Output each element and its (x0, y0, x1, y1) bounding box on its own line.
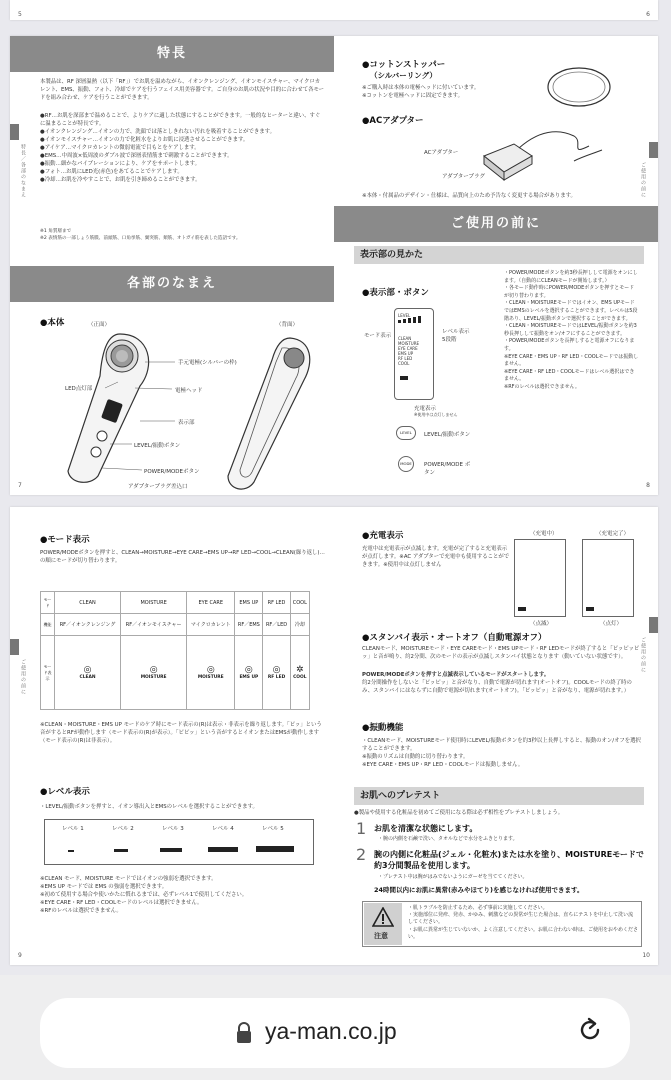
list-item: ●EMS…中周波×低周波のダブル波で深層表情筋まで刺激することができます。 (40, 153, 233, 159)
icon-cell (121, 636, 187, 710)
charging-label: （充電中） (530, 531, 558, 537)
adapter-label: ACアダプター (424, 150, 459, 156)
list-item: ・POWER/MODEボタンを長押しすると電源オフになります。 (504, 338, 635, 352)
level-1-bars (68, 850, 74, 852)
icon-cell (55, 636, 121, 710)
footnote: ※2 表情筋の一部しょう筋膜、前頭筋、口角挙筋、翼突筋、頬筋、オトガイ筋を表した造語です。 (40, 236, 241, 241)
part-label: POWER/MODEボタン (144, 469, 200, 475)
level-4-bars (208, 847, 238, 852)
level-2-bars (114, 849, 128, 852)
note: ※EYE CARE・EMS UP・RF LED・COOLモードは振動しません。 (362, 762, 524, 768)
charge-indicator (586, 607, 594, 611)
standby-heading: ●スタンバイ表示・オートオフ（自動電源オフ） (362, 633, 547, 643)
display-heading: ●表示部・ボタン (362, 288, 429, 298)
spread-pages-7-8 (10, 36, 658, 495)
part-label: 手元電極(シルバーの枠) (178, 360, 237, 366)
function-cell: RF／EMS (235, 614, 263, 636)
level-bar (408, 318, 411, 323)
blink-label: （点滅） (530, 621, 553, 627)
body-heading: ●本体 (40, 318, 65, 328)
warning-icon (372, 907, 394, 927)
list-item: ●イオンクレンジング…イオンの力で、洗顔では落としきれない汚れを吸着することができます。 (40, 129, 276, 135)
lock-icon (235, 1021, 253, 1045)
subsection-display: 表示部の見かた (354, 246, 644, 264)
list-item: ・POWER/MODEボタンを約3秒長押しして電源をオンにします。（自動的にCLEANモードが開始します。） (504, 270, 638, 284)
section-band-features: 特長 (10, 36, 334, 72)
charge-small-note: ※使用中は点灯しません (414, 412, 458, 417)
level-bar (403, 319, 406, 323)
ac-adapter-illustration (474, 116, 614, 186)
side-label: ご使用の前に (640, 162, 646, 198)
mode-cell: CLEAN (55, 592, 121, 614)
stopper-heading: ●コットンストッパー (362, 60, 446, 70)
snowflake-icon: ✲ (296, 665, 304, 675)
page-9 (10, 507, 334, 965)
level-label: レベル 5 (262, 826, 284, 832)
side-label: ご使用の前に (20, 659, 26, 695)
note: ※RFのレベルは選択できません。 (40, 908, 122, 914)
level-heading: ●レベル表示 (40, 787, 90, 797)
function-cell: RF／イオンクレンジング (55, 614, 121, 636)
page-8 (334, 36, 658, 495)
display-bullets (504, 270, 639, 392)
plug-label: アダプタープラグ (442, 174, 485, 180)
list-item: ●フォト…お肌にLED光(赤色)をあてることでケアします。 (40, 169, 183, 175)
mode-list-small (398, 336, 430, 366)
page-number: 10 (642, 952, 650, 959)
mode-icon: ◎ (272, 665, 281, 675)
mode-text: MOISTURE (398, 341, 419, 346)
mode-text: EYE CARE (398, 346, 418, 351)
mode-cell: EYE CARE (187, 592, 235, 614)
mode-heading: ●モード表示 (40, 535, 90, 545)
list-item: ●アイケア…マイクロカレントの微弱電流で目もとをケアします。 (40, 145, 200, 151)
list-item: ※EYE CARE・EMS UP・RF LED・COOLモードでは振動しません。 (504, 353, 639, 368)
icon-label: MOISTURE (140, 675, 167, 680)
function-cell: RF／イオンモイスチャー (121, 614, 187, 636)
level-label: レベル 4 (212, 826, 234, 832)
level-5-bars (256, 846, 294, 852)
hours-note: 24時間以内にお肌に異常(赤みやほてり)を感じなければ使用できます。 (374, 886, 584, 894)
footnote: ※1 角質層まで (40, 229, 72, 234)
note: ※EMS UP モードでは EMS の強弱を選択できます。 (40, 884, 168, 890)
page-7 (10, 36, 334, 495)
reload-icon[interactable] (574, 1014, 606, 1046)
caution-line: ・肌トラブルを防止するため、必ず事前に実施してください。 (408, 905, 548, 911)
level-icon-small: LEVEL (398, 313, 411, 318)
mode-icon: ◎ (83, 665, 92, 675)
vibration-text: ・CLEANモード、MOISTUREモード使用時にLEVEL/振動ボタンを約3秒以上長押しすると、振動のオン/オフを選択することができます。 (362, 738, 641, 752)
list-item: ●イオンモイスチャー…イオンの力で化粧水をよりお肌に浸透させることができます。 (40, 137, 249, 143)
mode-cell: EMS UP (235, 592, 263, 614)
part-label: 電極ヘッド (175, 388, 203, 394)
intro-text: 本製品は、RF 深層温熱（以下「RF」）でお肌を温めながら、イオンクレンジング、イオンモイスチャー、マイクロカレント、EMS、振動、フォト、冷却でケアを行うフェイス用美容器です。ご自身のお肌の状況や目的に合わせて各モードを組み合わせ、ケアを行うことができます。 (40, 79, 325, 101)
mode-cell: MOISTURE (121, 592, 187, 614)
list-item: ※EYE CARE・RF LED・COOLモードはレベル選択はできません。 (504, 368, 635, 383)
front-label: （正面） (88, 322, 111, 328)
note: ※CLEAN モード、MOISTURE モードではイオンの強弱を選択できます。 (40, 876, 217, 882)
part-label: LED点灯部 (65, 386, 93, 392)
charge-display-label: 充電表示 (414, 406, 437, 412)
charging-display (514, 539, 566, 617)
section-band-before-use: ご使用の前に (334, 206, 658, 242)
index-tab (649, 142, 658, 158)
icon-label: MOISTURE (197, 675, 224, 680)
level-button-icon[interactable]: LEVEL (396, 426, 416, 440)
row-head: モード表示 (41, 636, 55, 710)
index-tab (10, 639, 19, 655)
spread-top (10, 0, 658, 20)
caution-label: 注意 (374, 932, 388, 940)
list-item: ●RF…お肌を深部まで温めることで、よりケアに適した状態にすることができます。一般的なヒーターと違い、すぐに温まることが特長です。 (40, 113, 321, 127)
row-head: モード (41, 592, 55, 614)
side-label: 特長／各部のなまえ (20, 144, 26, 198)
patch-intro: ●製品や使用する化粧品を初めてご使用になる際は必ず相性をプレテストしましょう。 (354, 810, 564, 816)
icon-cell (235, 636, 263, 710)
page-number: 7 (18, 482, 22, 489)
list-item: ・各モード動作時にPOWER/MODEボタンを押すとモードが切り替わります。 (504, 285, 635, 299)
stopper-subheading: （シルバーリング） (370, 71, 437, 80)
level-3-bars (160, 848, 182, 852)
index-tab (649, 617, 658, 633)
charge-heading: ●充電表示 (362, 531, 404, 541)
note: ※コットンを電極ヘッドに固定できます。 (362, 93, 464, 99)
charge-text: 充電中は充電表示が点滅します。充電が完了すると充電表示が点灯します。※AC アダプターで充電中も使用することができます。※使用中は点灯しません (362, 546, 510, 568)
mode-button-icon[interactable]: MODE (398, 456, 414, 472)
mode-table (40, 591, 310, 710)
list-item: ※RFのレベルは選択できません。 (504, 383, 580, 390)
row-head: 機能 (41, 614, 55, 636)
vibration-notes (362, 753, 642, 769)
back-label: （背面） (276, 322, 299, 328)
mode-display-label: モード表示 (364, 333, 392, 339)
level-label: レベル 2 (112, 826, 134, 832)
level-bar (398, 320, 401, 323)
level-bar (413, 317, 416, 323)
level-button-label: LEVEL/振動ボタン (424, 432, 471, 438)
part-label: LEVEL/振動ボタン (134, 443, 181, 449)
icon-label: EMS UP (239, 675, 259, 680)
icon-cell (187, 636, 235, 710)
stopper-notes (362, 84, 532, 100)
caution-line: ・お肌に異常が生じていないか、よく注意してください。お肌に合わない時は、ご使用をおやめください。 (408, 926, 639, 940)
subsection-patch-test: お肌へのプレテスト (354, 787, 644, 805)
lit-label: （点灯） (600, 621, 623, 627)
level-label: レベル 3 (162, 826, 184, 832)
page-number: 9 (18, 952, 22, 959)
charge-indicator (400, 376, 408, 380)
url-text[interactable]: ya-man.co.jp (265, 1018, 397, 1044)
list-item: ・CLEAN・MOISTUREモードではイオン、EMS UPモードではEMSのレベルを選択することができます。レベルは5段階あり、LEVEL/振動ボタンで選択することができます。 (504, 300, 638, 322)
step-2-sub: ・プレテスト中は腕がはみでないようにガーゼを当ててください。 (378, 874, 528, 880)
vibration-heading: ●振動機能 (362, 723, 404, 733)
list-item: ●振動…細かなバイブレーションにより、ケアをサポートします。 (40, 161, 201, 167)
page-number: 8 (646, 482, 650, 489)
silver-ring-illustration (544, 64, 614, 110)
step-number: 1 (356, 819, 367, 838)
standby-text: CLEANモード、MOISTUREモード・EYE CAREモード・EMS UPモード・RF LEDモードが終了すると「ピッピッピッ」と音が鳴り、約2分間、次のモードの表示が点滅しスタンバイ状態となります（動いていない状態です）。 (362, 646, 640, 660)
power-button-label: POWER/MODE ボタン (424, 462, 471, 476)
mode-cell: RF LED (263, 592, 290, 614)
spec-note: ※本体・付属品のデザイン・仕様は、品質向上のため予告なく変更する場合があります。 (362, 193, 576, 199)
mode-text: CLEAN (398, 336, 412, 341)
caution-text (408, 905, 638, 941)
mode-icon: ◎ (149, 665, 158, 675)
part-label: 表示部 (178, 420, 195, 426)
level-display-label: レベル表示 5段階 (442, 329, 470, 343)
function-cell: 冷却 (290, 614, 309, 636)
level-label: レベル 1 (62, 826, 84, 832)
note: ※振動のリズムは自動的に切り替わります。 (362, 754, 469, 760)
part-label-adapter: アダプタープラグ差込口 (128, 484, 188, 490)
step-1-sub: ・腕の内側を石鹸で洗い、タオルなどで水分をふきとります。 (378, 836, 518, 842)
step-number: 2 (356, 845, 367, 864)
mode-text: EMS UP (398, 351, 414, 356)
icon-cell (263, 636, 290, 710)
list-item: ●冷却…お肌を冷やすことで、お肌を引き締めることができます。 (40, 177, 201, 183)
side-label: ご使用の前に (640, 637, 646, 673)
icon-label: RF LED (267, 675, 286, 680)
spread-pages-9-10 (10, 507, 658, 965)
mode-icon: ◎ (244, 665, 253, 675)
standby-bold: POWER/MODEボタンを押すと点滅表示しているモードがスタートします。 (362, 672, 550, 678)
page-number: 5 (18, 11, 22, 18)
page-number: 6 (646, 11, 650, 18)
step-1: お肌を清潔な状態にします。 (374, 824, 478, 833)
note: ※ご購入時は本体の電極ヘッドに付いています。 (362, 85, 480, 91)
icon-cell (290, 636, 309, 710)
charged-label: （充電完了） (596, 531, 630, 537)
list-item: ・CLEAN・MOISTUREモードではLEVEL/振動ボタンを約3秒長押しして振動をオン/オフにすることができます。 (504, 323, 637, 337)
icon-label: CLEAN (79, 675, 96, 680)
level-bar (418, 316, 421, 323)
mode-cell: COOL (290, 592, 309, 614)
page-10 (334, 507, 658, 965)
charge-indicator (518, 607, 526, 611)
step-2: 腕の内側に化粧品(ジェル・化粧水)または水を塗り、MOISTUREモードで約3分間製品を使用します。 (374, 850, 644, 870)
mode-intro: POWER/MODEボタンを押すと、CLEAN→MOISTURE→EYE CARE→EMS UP→RF LED→COOL→CLEAN(繰り返し)…の順にモードが切り替わります。 (40, 550, 325, 564)
adapter-heading: ●ACアダプター (362, 116, 424, 126)
mode-text: COOL (398, 361, 410, 366)
level-notes (40, 875, 325, 915)
section-band-parts: 各部のなまえ (10, 266, 334, 302)
charged-display (582, 539, 634, 617)
function-cell: RF／LED (263, 614, 290, 636)
caution-line: ・実施部位に発疹、発赤、かゆみ、刺激などの異常が生じた場合は、直ちにテストを中止して洗い流してください。 (408, 912, 634, 926)
leader-lines (10, 36, 334, 495)
note: ※初めて使用する場合や使いかたに慣れるまでは、必ずレベル1で使用してください。 (40, 892, 248, 898)
mode-notes: ※CLEAN・MOISTURE・EMS UP モードのケア時にモード表示の(R)は表示・非表示を繰り返します。「ピッ」という音がするとRFが動作します（モード表示の(R)が表示）。「ピピッ」という音がするとイオンまたはEMSが動作します（モード表示の(R)は非表示）。 (40, 722, 322, 744)
mode-icon: ◎ (206, 665, 215, 675)
icon-label: COOL (293, 675, 307, 680)
level-intro: ・LEVEL/振動ボタンを押すと、イオン導出入とEMSのレベルを選択することができます。 (40, 804, 258, 810)
mode-text: RF LED (398, 356, 413, 361)
note: ※EYE CARE・RF LED・COOLモードのレベルは選択できません。 (40, 900, 203, 906)
function-cell: マイクロカレント (187, 614, 235, 636)
standby-text-2: 約2分間操作をしないと「ピッピッ」と音がなり、自動で電源が切れます(オートオフ)。COOLモードの終了時のみ、スタンバイにはならずに自動で電源が切れます(オートオフ)。「ピッピッ」と音がなり、電源が切れます。） (362, 680, 632, 694)
